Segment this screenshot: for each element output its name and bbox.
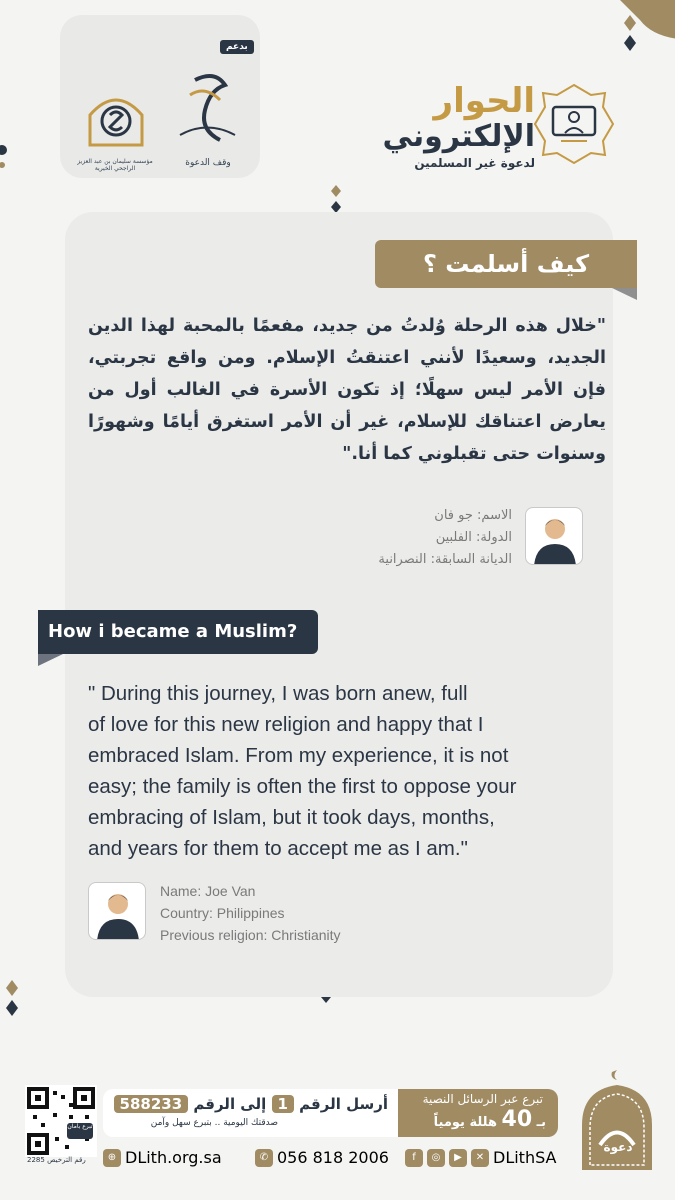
qr-code-image: [25, 1085, 97, 1157]
sms-instructions: [108, 1089, 398, 1137]
cta-prefix: أرسل الرقم: [299, 1095, 388, 1113]
arabic-quote: "خلال هذه الرحلة وُلدتُ من جديد، مفعمًا بالمحبة لهذا الدين الجديد، وسعيدًا لأنني اعتنقتُ الإسلام. ومن واقع تجربتي، فإن الأمر ليس سهلًا؛ إذ تكون الأسرة في الغالب أول من يعارض اعتناقك للإسلام، غير أن الأمر استغرق أيامًا وشهورًا وسنوات حتى تقبلوني كما أنا.": [88, 316, 606, 464]
quote-line: " During this journey, I was born anew, full: [88, 682, 468, 705]
quote-line: easy; the family is often the first to oppose your: [88, 775, 517, 798]
app-title-line-1: الحوار: [433, 81, 535, 121]
cta-number: 588233: [114, 1095, 189, 1113]
cta-middle: إلى الرقم: [193, 1095, 267, 1113]
quote-line: and years for them to accept me as I am.": [88, 837, 468, 860]
app-title-block: [382, 82, 535, 170]
chat-screen-icon: [533, 83, 615, 165]
dawah-brand-logo: [572, 1070, 662, 1190]
avatar: [88, 882, 146, 940]
whatsapp-icon: ✆: [255, 1149, 273, 1167]
rajhi-waqf-logo: [165, 70, 250, 165]
sulaiman-caption: مؤسسة سليمان بن عبد العزيز الراجحي الخيرية: [77, 158, 153, 172]
sulaiman-foundation-logo: [80, 85, 152, 157]
social-handle: DLithSA: [493, 1148, 557, 1167]
social-links[interactable]: [405, 1148, 557, 1167]
arabic-heading-fold: [612, 288, 637, 300]
qr-badge: تبرع بأمان: [67, 1123, 93, 1139]
english-heading: How i became a Muslim?: [38, 610, 318, 654]
sms-send-text: [114, 1095, 388, 1113]
globe-icon: ⊕: [103, 1149, 121, 1167]
person-icon: [526, 508, 583, 565]
decor-diamonds-left: [2, 980, 22, 1030]
qr-registration: [27, 1156, 86, 1164]
avatar: [525, 507, 583, 565]
english-name: Name: Joe Van: [160, 883, 256, 899]
donation-amount-badge: [398, 1089, 558, 1137]
quote-line: embraced Islam. From my experience, it is not: [88, 744, 509, 767]
cta-subtext: صدقتك اليومية .. بتبرع سهل وآمن: [150, 1118, 278, 1128]
arabic-name: الاسم: جو فان: [434, 508, 512, 523]
rajhi-caption: وقف الدعوة: [185, 158, 231, 168]
website-text: DLith.org.sa: [125, 1148, 222, 1167]
english-country: Country: Philippines: [160, 905, 285, 921]
app-title-line-2: الإلكتروني: [382, 119, 535, 154]
english-heading-fold: [38, 654, 63, 666]
arabic-heading: كيف أسلمت ؟: [375, 240, 637, 288]
arabic-religion: الديانة السابقة: النصرانية: [378, 552, 512, 567]
qr-registration-number: 2285: [27, 1156, 45, 1164]
qr-code[interactable]: [25, 1085, 97, 1165]
instagram-icon[interactable]: ◎: [427, 1149, 445, 1167]
quote-line: embracing of Islam, but it took days, months,: [88, 806, 495, 829]
corner-ornament-left: [0, 0, 14, 180]
donate-prefix: بـ: [536, 1115, 546, 1130]
english-person-info: [160, 880, 341, 946]
cta-digit: 1: [272, 1095, 294, 1113]
phone-text: 056 818 2006: [277, 1148, 389, 1167]
app-subtitle: لدعوة غير المسلمين: [414, 156, 535, 170]
arabic-person-info: [378, 505, 512, 571]
quote-line: of love for this new religion and happy that I: [88, 713, 484, 736]
donate-suffix: هللة يومياً: [433, 1115, 497, 1130]
arabic-country: الدولة: الفلبين: [435, 530, 512, 545]
qr-registration-label: رقم الترخيص: [47, 1156, 86, 1164]
donate-amount-line: [434, 1107, 546, 1132]
english-religion: Previous religion: Christianity: [160, 927, 341, 943]
brand-logo-text: دعوة: [603, 1140, 633, 1154]
support-label: بدعم: [220, 40, 254, 54]
decor-diamonds-top-right: [620, 15, 640, 55]
website-link[interactable]: [103, 1148, 222, 1167]
english-quote: [88, 678, 598, 864]
x-icon[interactable]: ✕: [471, 1149, 489, 1167]
donate-amount: 40: [501, 1107, 533, 1132]
whatsapp-link[interactable]: [255, 1148, 389, 1167]
facebook-icon[interactable]: f: [405, 1149, 423, 1167]
youtube-icon[interactable]: ▶: [449, 1149, 467, 1167]
person-icon: [89, 883, 146, 940]
donate-title: تبرع عبر الرسائل النصية: [422, 1092, 543, 1106]
